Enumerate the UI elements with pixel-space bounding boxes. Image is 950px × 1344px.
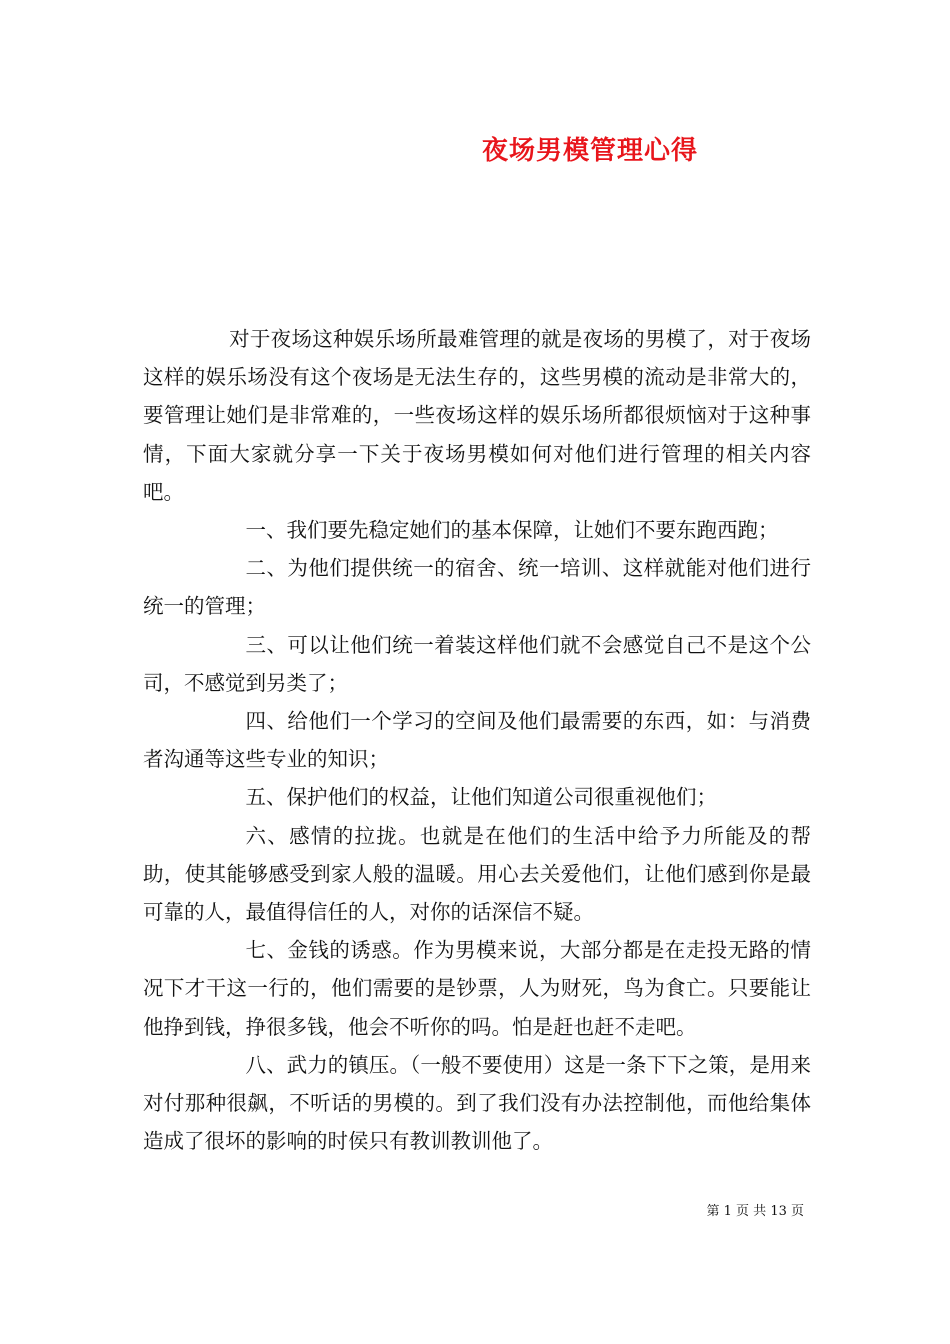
document-title: 夜场男模管理心得: [481, 136, 698, 166]
page-number-footer: 第 1 页 共 13 页: [706, 1204, 804, 1219]
list-item-5: 五、保护他们的权益，让他们知道公司很重视他们；: [245, 785, 717, 810]
list-item-8: 八、武力的镇压。（一般不要使用）这是一条下下之策，是用来对付那种很飙，不听话的男模的。到了我们没有办法控制他，而他给集体造成了很坏的影响的时侯只有教训教训他了。: [143, 1052, 811, 1154]
intro-paragraph: 对于夜场这种娱乐场所最难管理的就是夜场的男模了，对于夜场这样的娱乐场没有这个夜场是无法生存的，这些男模的流动是非常大的，要管理让她们是非常难的，一些夜场这样的娱乐场所都很烦恼对于这种事情，下面大家就分享一下关于夜场男模如何对他们进行管理的相关内容吧。: [143, 327, 811, 504]
list-item-2: 二、为他们提供统一的宿舍、统一培训、这样就能对他们进行统一的管理；: [143, 556, 811, 619]
list-item-3: 三、可以让他们统一着装这样他们就不会感觉自己不是这个公司，不感觉到另类了；: [143, 632, 811, 695]
list-item-4: 四、给他们一个学习的空间及他们最需要的东西，如：与消费者沟通等这些专业的知识；: [143, 709, 811, 772]
document-body: [143, 320, 811, 1160]
list-item-7: 七、金钱的诱惑。作为男模来说，大部分都是在走投无路的情况下才干这一行的，他们需要的是钞票，人为财死，鸟为食亡。只要能让他挣到钱，挣很多钱，他会不听你的吗。怕是赶也赶不走吧。: [143, 938, 811, 1039]
list-item-6: 六、感情的拉拢。也就是在他们的生活中给予力所能及的帮助，使其能够感受到家人般的温暖。用心去关爱他们，让他们感到你是最可靠的人，最值得信任的人，对你的话深信不疑。: [143, 823, 811, 925]
list-item-1: 一、我们要先稳定她们的基本保障，让她们不要东跑西跑；: [245, 518, 779, 543]
